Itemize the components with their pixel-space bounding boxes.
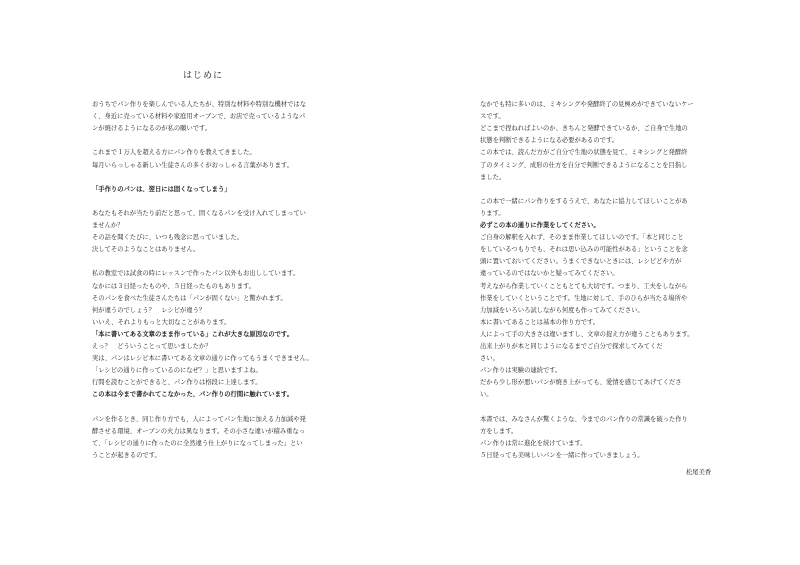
text-line: ります。 [480,209,505,217]
text-line: この本は今まで書かれてこなかった、パン作りの行間に触れています。 [92,391,293,399]
text-line: うことが起きるのです。 [92,451,161,459]
text-line: ご自身の解釈を入れず、そのまま作業してほしいのです。「本と同じこと [480,234,684,242]
text-line: なかには３日経ったものや、５日経ったものもあります。 [92,282,256,290]
text-line: 力加減をいろいろ試しながら何度も作ってみてください。 [480,306,644,314]
text-line: どこまで捏ねればよいのか、きちんと発酵できているか、ご自身で生地の [480,125,688,133]
text-line: 行間を読むことができると、パン作りは格段に上達します。 [92,379,262,387]
text-line: ました。 [480,173,506,181]
text-line: ンが焼けるようになるのが私の願いです。 [92,125,212,133]
text-line: 私の教室では試食の時にレッスンで作ったパン以外もお出ししています。 [92,270,300,278]
text-line: この本で一緒にパン作りをするうえで、あなたに協力してほしいことがあ [480,197,688,205]
text-line: 必ずこの本の通りに作業をしてください。 [480,222,600,229]
text-line: さい。 [480,355,499,363]
text-line: いいえ、それよりもっと大切なことがあります。 [92,318,231,326]
text-line: その話を聞くたびに、いつも残念に思っていました。 [92,234,244,242]
text-line: 出来上がりが本と同じようになるまでご自分で探求してみてくだ [480,343,663,350]
text-line: この本では、読んだ方がご自分で生地の状態を見て、ミキシングと発酵終 [480,149,688,157]
text-line: く、身近に売っている材料や家庭用オーブンで、お店で売っているようなパ [92,113,306,121]
text-line: 「本に書いてある文章のまま作っている」これが大きな原因なのです。 [92,330,293,338]
text-line: 実は、パンはレシピ本に書いてある文章の通りに作ってもうまくできません。 [92,355,313,363]
text-line: をしているつもりでも、それは思い込みの可能性がある」ということを念 [480,246,688,254]
text-line: 本に書いてあることは基本の作り方です。 [480,318,600,326]
text-line: これまで１万人を超える方にパン作りを教えてきました。 [92,149,256,157]
text-line: 了のタイミング、成形の仕方を自分で判断できるようになることを目指し [480,161,688,169]
text-line: おうちでパン作りを楽しんでいる人たちが、特別な材料や特別な機材ではな [92,101,307,108]
author-signature: 松尾美香 [686,469,712,476]
text-line: えっ？ どういうことって思いましたか？ [92,343,212,350]
text-line: スです。 [480,113,505,121]
text-line: 何が違うのでしょう？ レシピが違う？ [92,306,206,314]
text-line: 状態を判断できるようになる必要があるのです。 [480,137,619,145]
text-line: だから少し形が悪いパンが焼き上がっても、愛情を感じてあげてくださ [480,379,682,387]
text-line: 作業をしていくということです。生地に対して、手のひらが当たる場所や [480,294,688,302]
text-line: 決してそのようなことはありません。 [92,246,200,254]
text-line: 違っているのではないかと疑ってみてください。 [480,270,619,278]
text-line: パンを作るとき、同じ作り方でも、人によってパン生地に加える力加減や発 [92,415,306,423]
text-line: 本書では、みなさんが驚くような、今までのパン作りの常識を破った作り [480,415,688,423]
text-line: パン作りは実験の連続です。 [480,367,562,375]
text-line: あなたもそれが当たり前だと思って、固くなるパンを受け入れてしまってい [92,209,306,217]
text-line: 酵させる環境、オーブンの火力は異なります。その小さな違いが積み重なっ [92,427,306,435]
text-line: 頭に置いておいてください。うまくできないときには、レシピどや方が [480,258,682,266]
text-line: 「手作りのパンは、翌日には固くなってしまう」 [92,185,231,193]
text-line: て、「レシピの通りに作ったのに全然違う仕上がりになってしまった」とい [92,439,303,447]
text-line: 「レシピの通りに作っているのになぜ？」と思いますよね。 [92,367,262,375]
text-line: い。 [480,391,493,399]
text-line: 方をします。 [480,427,518,435]
text-line: ませんか？ [92,222,124,229]
text-line: パン作りは常に進化を続けています。 [480,439,587,447]
text-line: 考えながら作業していくこともとても大切です。つまり、工夫をしながら [480,282,688,290]
text-line: そのパンを食べた生徒さんたちは「パンが固くない」と驚かれます。 [92,294,287,302]
text-line: ５日経っても美味しいパンを一緒に作っていきましょう。 [480,451,644,459]
right-page [400,0,800,565]
page-title: はじめに [183,71,224,81]
text-line: 人によって手の大きさは違いますし、文章の捉え方が違うこともあります。 [480,330,694,338]
text-line: なかでも特に多いのは、ミキシングや発酵終了の見極めができていないケー [480,101,694,108]
text-line: 毎月いらっしゃる新しい生徒さんの多くがおっしゃる言葉があります。 [92,161,293,169]
